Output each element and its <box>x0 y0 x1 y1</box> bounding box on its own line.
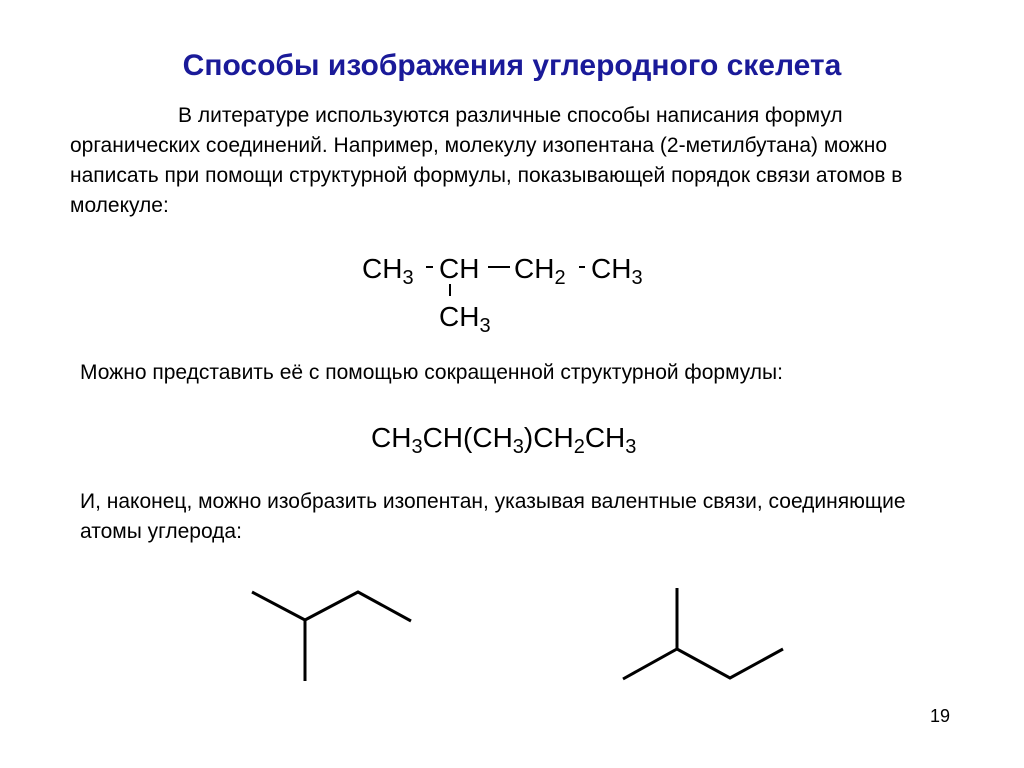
group-ch-center: CH <box>439 253 480 284</box>
intro-paragraph: В литературе используются различные способы написания формул органических соединений. Например, молекулу изопентана (2-метилбутана) можно написать при помощи структурной формулы, показывающей порядок связи атомов в молекуле: <box>70 104 903 217</box>
page-number: 19 <box>930 706 951 726</box>
bond-1-2 <box>426 266 433 268</box>
skeleton-1-main-chain <box>252 592 411 621</box>
condensed-formula: $CH_3CH(CH_3)CH_2CH_3$ <box>371 422 637 458</box>
skeletal-formula-1 <box>240 580 430 690</box>
group-ch3-right: $CH_3$ <box>591 253 643 289</box>
skeleton-2-main-chain <box>623 649 783 679</box>
bond-2-3 <box>488 266 510 268</box>
group-ch3-branch: $CH_3$ <box>439 301 491 337</box>
skeletal-paragraph: И, наконец, можно изобразить изопентан, указывая валентные связи, соединяющие атомы углерода: <box>80 490 906 543</box>
slide-title: Способы изображения углеродного скелета <box>182 49 842 82</box>
group-ch3-left: $CH_3$ <box>362 253 414 289</box>
condensed-paragraph: Можно представить её с помощью сокращенной структурной формулы: <box>80 361 783 384</box>
bond-3-4 <box>579 266 585 268</box>
group-ch2: $CH_2$ <box>514 253 566 289</box>
skeletal-formula-2 <box>615 580 795 690</box>
bond-branch <box>449 284 451 296</box>
